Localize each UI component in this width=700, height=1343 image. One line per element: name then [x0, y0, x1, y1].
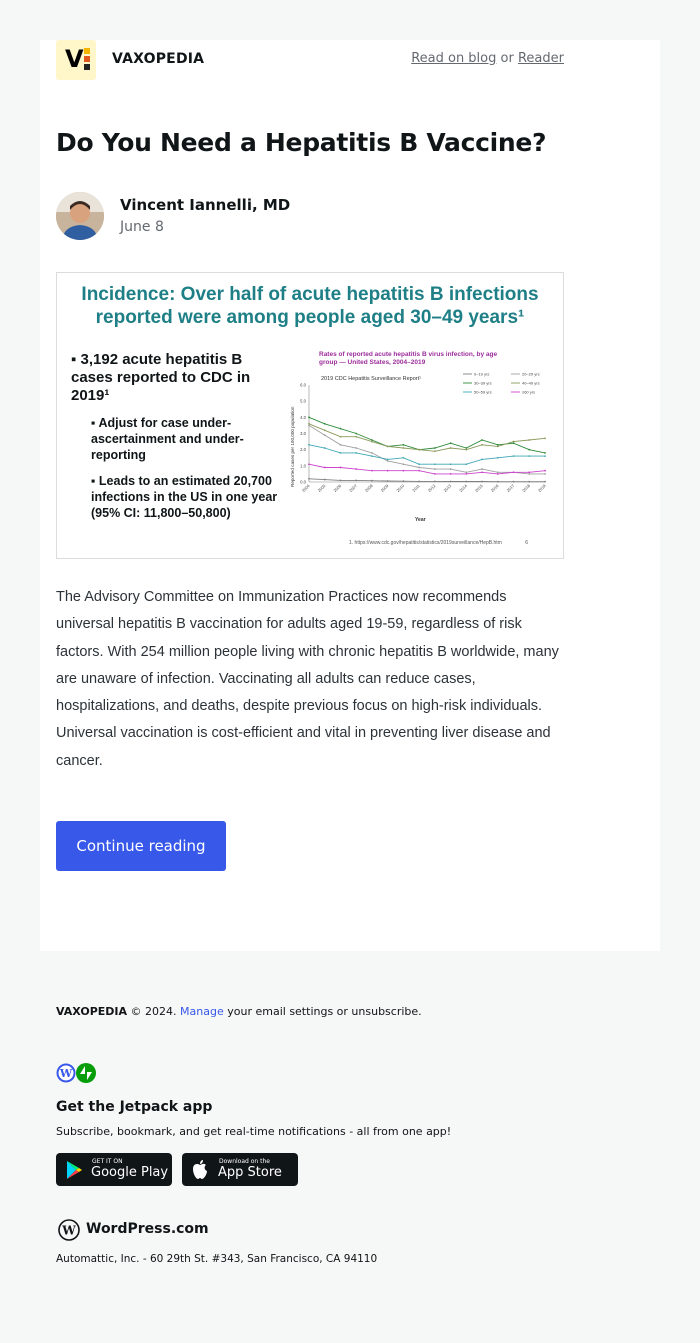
- chart-y-tick-label: 0.0: [300, 479, 306, 485]
- chart-series-line: [309, 445, 545, 464]
- chart-point: [497, 481, 499, 483]
- chart-point: [355, 452, 357, 454]
- chart-legend-label: 0–19 yrs: [474, 371, 490, 377]
- chart-x-tick-label: 2018: [521, 483, 531, 494]
- chart-subtitle: 2019 CDC Hepatitis Surveillance Report¹: [321, 376, 421, 382]
- chart-xlabel: Year: [415, 517, 426, 523]
- chart-x-tick-label: 2004: [300, 483, 311, 494]
- chart-point: [324, 423, 326, 425]
- app-store-button[interactable]: [182, 1153, 298, 1186]
- chart-series-line: [309, 479, 545, 482]
- chart-series-line: [309, 425, 545, 474]
- footer-manage-text: your email settings or unsubscribe.: [227, 1005, 422, 1018]
- figure-bullets: [71, 351, 286, 521]
- figure-subbullet: ▪ Adjust for case under-ascertainment and under-reporting: [91, 416, 244, 462]
- read-on-blog-link[interactable]: Read on blog: [411, 51, 497, 66]
- chart-y-tick-label: 6.0: [300, 382, 306, 388]
- chart-point: [434, 480, 436, 482]
- chart-x-tick-label: 2016: [489, 483, 500, 494]
- figure-subbullet: ▪ Leads to an estimated 20,700 infections in the US in one year (95% CI: 11,800–50,800): [91, 474, 278, 520]
- footer-notice: [56, 1005, 422, 1018]
- chart-point: [324, 429, 326, 431]
- chart-x-tick-label: 2008: [363, 483, 374, 494]
- chart-point: [528, 481, 530, 483]
- chart-point: [308, 416, 310, 418]
- chart-x-tick-label: 2014: [458, 483, 469, 494]
- incidence-chart: [287, 347, 559, 523]
- chart-point: [434, 468, 436, 470]
- wordpress-name[interactable]: WordPress.com: [86, 1221, 209, 1237]
- continue-reading-button[interactable]: Continue reading: [56, 821, 226, 871]
- figure-bullet-text: 3,192 acute hepatitis B cases reported to CDC in 2019¹: [71, 351, 251, 404]
- chart-point: [497, 444, 499, 446]
- chart-legend-label: 30–39 yrs: [474, 380, 492, 386]
- chart-point: [528, 449, 530, 451]
- google-play-icon: [64, 1160, 84, 1180]
- chart-point: [403, 447, 405, 449]
- chart-point: [528, 471, 530, 473]
- google-play-label: Google Play: [91, 1165, 169, 1180]
- chart-point: [465, 463, 467, 465]
- chart-title-line2: group — United States, 2004–2019: [319, 359, 426, 366]
- chart-point: [434, 450, 436, 452]
- wordpress-logo-icon[interactable]: [58, 1219, 80, 1241]
- chart-point: [513, 455, 515, 457]
- chart-point: [403, 444, 405, 446]
- author-avatar[interactable]: [56, 192, 104, 240]
- post-excerpt: The Advisory Committee on Immunization Practices now recommends universal hepatitis B vaccination for adults aged 19-59, regardless of risk factors. With 254 million people living with chronic hepatitis B worldwide, many are unaware of infection. Vaccinating all adults can reduce cases, hospitalizations, and deaths, despite previous focus on high-risk individuals. Universal vaccination is cost-efficient and vital in preventing liver disease and cancer.: [56, 589, 559, 769]
- chart-point: [418, 467, 420, 469]
- chart-point: [450, 447, 452, 449]
- chart-point: [308, 463, 310, 465]
- figure-footnote: [349, 540, 528, 546]
- footer-copyright: © 2024.: [130, 1005, 177, 1018]
- chart-legend-label: ≥60 yrs: [522, 389, 536, 395]
- chart-point: [497, 471, 499, 473]
- header: [56, 40, 564, 80]
- app-store-small: Download on the: [219, 1158, 270, 1165]
- post-title[interactable]: Do You Need a Hepatitis B Vaccine?: [56, 128, 547, 157]
- chart-point: [544, 455, 546, 457]
- chart-point: [355, 436, 357, 438]
- chart-point: [340, 436, 342, 438]
- chart-point: [418, 470, 420, 472]
- chart-point: [513, 471, 515, 473]
- chart-point: [481, 481, 483, 483]
- chart-point: [465, 449, 467, 451]
- chart-x-tick-label: 2015: [473, 483, 484, 494]
- chart-series-line: [309, 464, 545, 474]
- svg-text:W: W: [62, 1223, 76, 1238]
- chart-point: [371, 470, 373, 472]
- chart-point: [465, 471, 467, 473]
- read-links: [411, 51, 564, 66]
- footer-brand[interactable]: VAXOPEDIA: [56, 1005, 128, 1018]
- chart-legend-label: 50–59 yrs: [474, 389, 492, 395]
- chart-point: [544, 437, 546, 439]
- chart-point: [481, 439, 483, 441]
- chart-point: [387, 446, 389, 448]
- chart-point: [544, 452, 546, 454]
- chart-ylabel: Reported cases per 100,000 population: [290, 406, 295, 487]
- chart-x-tick-label: 2019: [536, 483, 547, 494]
- chart-x-tick-label: 2012: [426, 483, 437, 494]
- chart-point: [387, 458, 389, 460]
- figure-subbullet-text: Adjust for case under-ascertainment and under-reporting: [91, 416, 244, 462]
- chart-point: [387, 460, 389, 462]
- chart-y-tick-label: 2.0: [300, 447, 306, 453]
- chart-legend-label: 40–49 yrs: [522, 380, 540, 386]
- chart-x-tick-label: 2007: [348, 483, 358, 494]
- figure-subbullet-text: Leads to an estimated 20,700 infections in the US in one year (95% CI: 11,800–50,800): [91, 474, 278, 520]
- chart-point: [497, 473, 499, 475]
- chart-point: [465, 473, 467, 475]
- app-store-label: App Store: [218, 1165, 282, 1180]
- chart-point: [481, 471, 483, 473]
- google-play-small: GET IT ON: [92, 1158, 123, 1165]
- reader-link[interactable]: Reader: [517, 51, 564, 66]
- chart-point: [340, 428, 342, 430]
- post-date: June 8: [120, 219, 164, 235]
- chart-point: [450, 481, 452, 483]
- chart-point: [308, 423, 310, 425]
- chart-y-tick-label: 1.0: [300, 463, 306, 469]
- chart-point: [481, 468, 483, 470]
- chart-point: [355, 433, 357, 435]
- chart-point: [528, 455, 530, 457]
- chart-x-tick-label: 2005: [316, 483, 327, 494]
- chart-point: [308, 444, 310, 446]
- chart-point: [450, 468, 452, 470]
- chart-point: [418, 480, 420, 482]
- chart-point: [340, 467, 342, 469]
- chart-point: [340, 479, 342, 481]
- chart-y-tick-label: 4.0: [300, 414, 306, 420]
- author-name: Vincent Iannelli, MD: [120, 196, 291, 214]
- chart-x-tick-label: 2017: [505, 483, 516, 494]
- chart-point: [544, 473, 546, 475]
- chart-point: [371, 480, 373, 482]
- jetpack-icon: [76, 1063, 96, 1083]
- post-featured-image[interactable]: [56, 272, 564, 559]
- jetpack-title: Get the Jetpack app: [56, 1099, 213, 1115]
- chart-point: [403, 470, 405, 472]
- company-address: Automattic, Inc. - 60 29th St. #343, San Francisco, CA 94110: [56, 1253, 378, 1265]
- chart-point: [324, 447, 326, 449]
- chart-point: [450, 473, 452, 475]
- figure-title-line1: Incidence: Over half of acute hepatitis B infections: [81, 284, 539, 305]
- chart-point: [434, 463, 436, 465]
- chart-point: [497, 457, 499, 459]
- chart-point: [403, 457, 405, 459]
- figure-title: [57, 283, 563, 329]
- chart-point: [497, 446, 499, 448]
- chart-legend-label: 20–29 yrs: [522, 371, 540, 377]
- chart-title-line1: Rates of reported acute hepatitis B virus infection, by age: [319, 351, 498, 358]
- chart-point: [513, 442, 515, 444]
- chart-point: [308, 478, 310, 480]
- figure-title-line2: reported were among people aged 30–49 years¹: [95, 307, 525, 328]
- chart-point: [434, 447, 436, 449]
- logo-bar-icon: [84, 56, 90, 62]
- chart-point: [371, 439, 373, 441]
- chart-point: [513, 441, 515, 443]
- chart-x-tick-label: 2011: [411, 483, 421, 493]
- chart-point: [481, 458, 483, 460]
- chart-point: [387, 480, 389, 482]
- chart-point: [371, 441, 373, 443]
- chart-series-line: [309, 424, 545, 452]
- chart-y-tick-label: 3.0: [300, 431, 306, 436]
- site-logo[interactable]: [56, 40, 96, 80]
- figure-page-number: 6: [525, 540, 529, 546]
- chart-point: [528, 439, 530, 441]
- chart-point: [355, 447, 357, 449]
- chart-point: [403, 463, 405, 465]
- chart-x-tick-label: 2013: [442, 483, 453, 494]
- apple-icon: [191, 1159, 209, 1180]
- wordpress-icon: [57, 1064, 76, 1083]
- svg-text:W: W: [59, 1067, 73, 1080]
- chart-point: [340, 444, 342, 446]
- chart-point: [513, 481, 515, 483]
- logo-bar-icon: [84, 48, 90, 54]
- chart-point: [434, 473, 436, 475]
- chart-point: [418, 463, 420, 465]
- manage-link[interactable]: Manage: [180, 1005, 224, 1018]
- chart-point: [324, 479, 326, 481]
- chart-point: [324, 467, 326, 469]
- chart-point: [465, 481, 467, 483]
- chart-point: [340, 452, 342, 454]
- chart-y-tick-label: 5.0: [300, 398, 306, 404]
- chart-point: [544, 470, 546, 472]
- chart-point: [355, 468, 357, 470]
- chart-x-tick-label: 2010: [395, 483, 406, 494]
- footnote-text: 1. https://www.cdc.gov/hepatitis/statistics/2019surveillance/HepB.htm: [349, 540, 502, 546]
- chart-point: [528, 473, 530, 475]
- chart-point: [308, 425, 310, 427]
- google-play-button[interactable]: [56, 1153, 172, 1186]
- chart-point: [418, 449, 420, 451]
- chart-x-tick-label: 2006: [332, 483, 343, 494]
- site-name[interactable]: VAXOPEDIA: [112, 51, 205, 67]
- logo-bar-icon: [84, 64, 90, 70]
- chart-point: [371, 455, 373, 457]
- chart-point: [387, 470, 389, 472]
- jetpack-subtitle: Subscribe, bookmark, and get real-time notifications - all from one app!: [56, 1125, 452, 1138]
- chart-point: [450, 442, 452, 444]
- jetpack-wordpress-icons: [56, 1062, 98, 1084]
- or-text: or: [500, 51, 514, 66]
- chart-series-line: [309, 417, 545, 453]
- figure-bullet: ▪ 3,192 acute hepatitis B cases reported to CDC in 2019¹: [71, 351, 251, 404]
- chart-point: [450, 463, 452, 465]
- chart-point: [355, 479, 357, 481]
- chart-point: [544, 481, 546, 483]
- chart-point: [371, 452, 373, 454]
- chart-point: [403, 480, 405, 482]
- chart-point: [324, 434, 326, 436]
- chart-point: [465, 447, 467, 449]
- chart-point: [481, 444, 483, 446]
- logo-letter: V: [65, 45, 84, 73]
- chart-x-tick-label: 2009: [379, 483, 390, 494]
